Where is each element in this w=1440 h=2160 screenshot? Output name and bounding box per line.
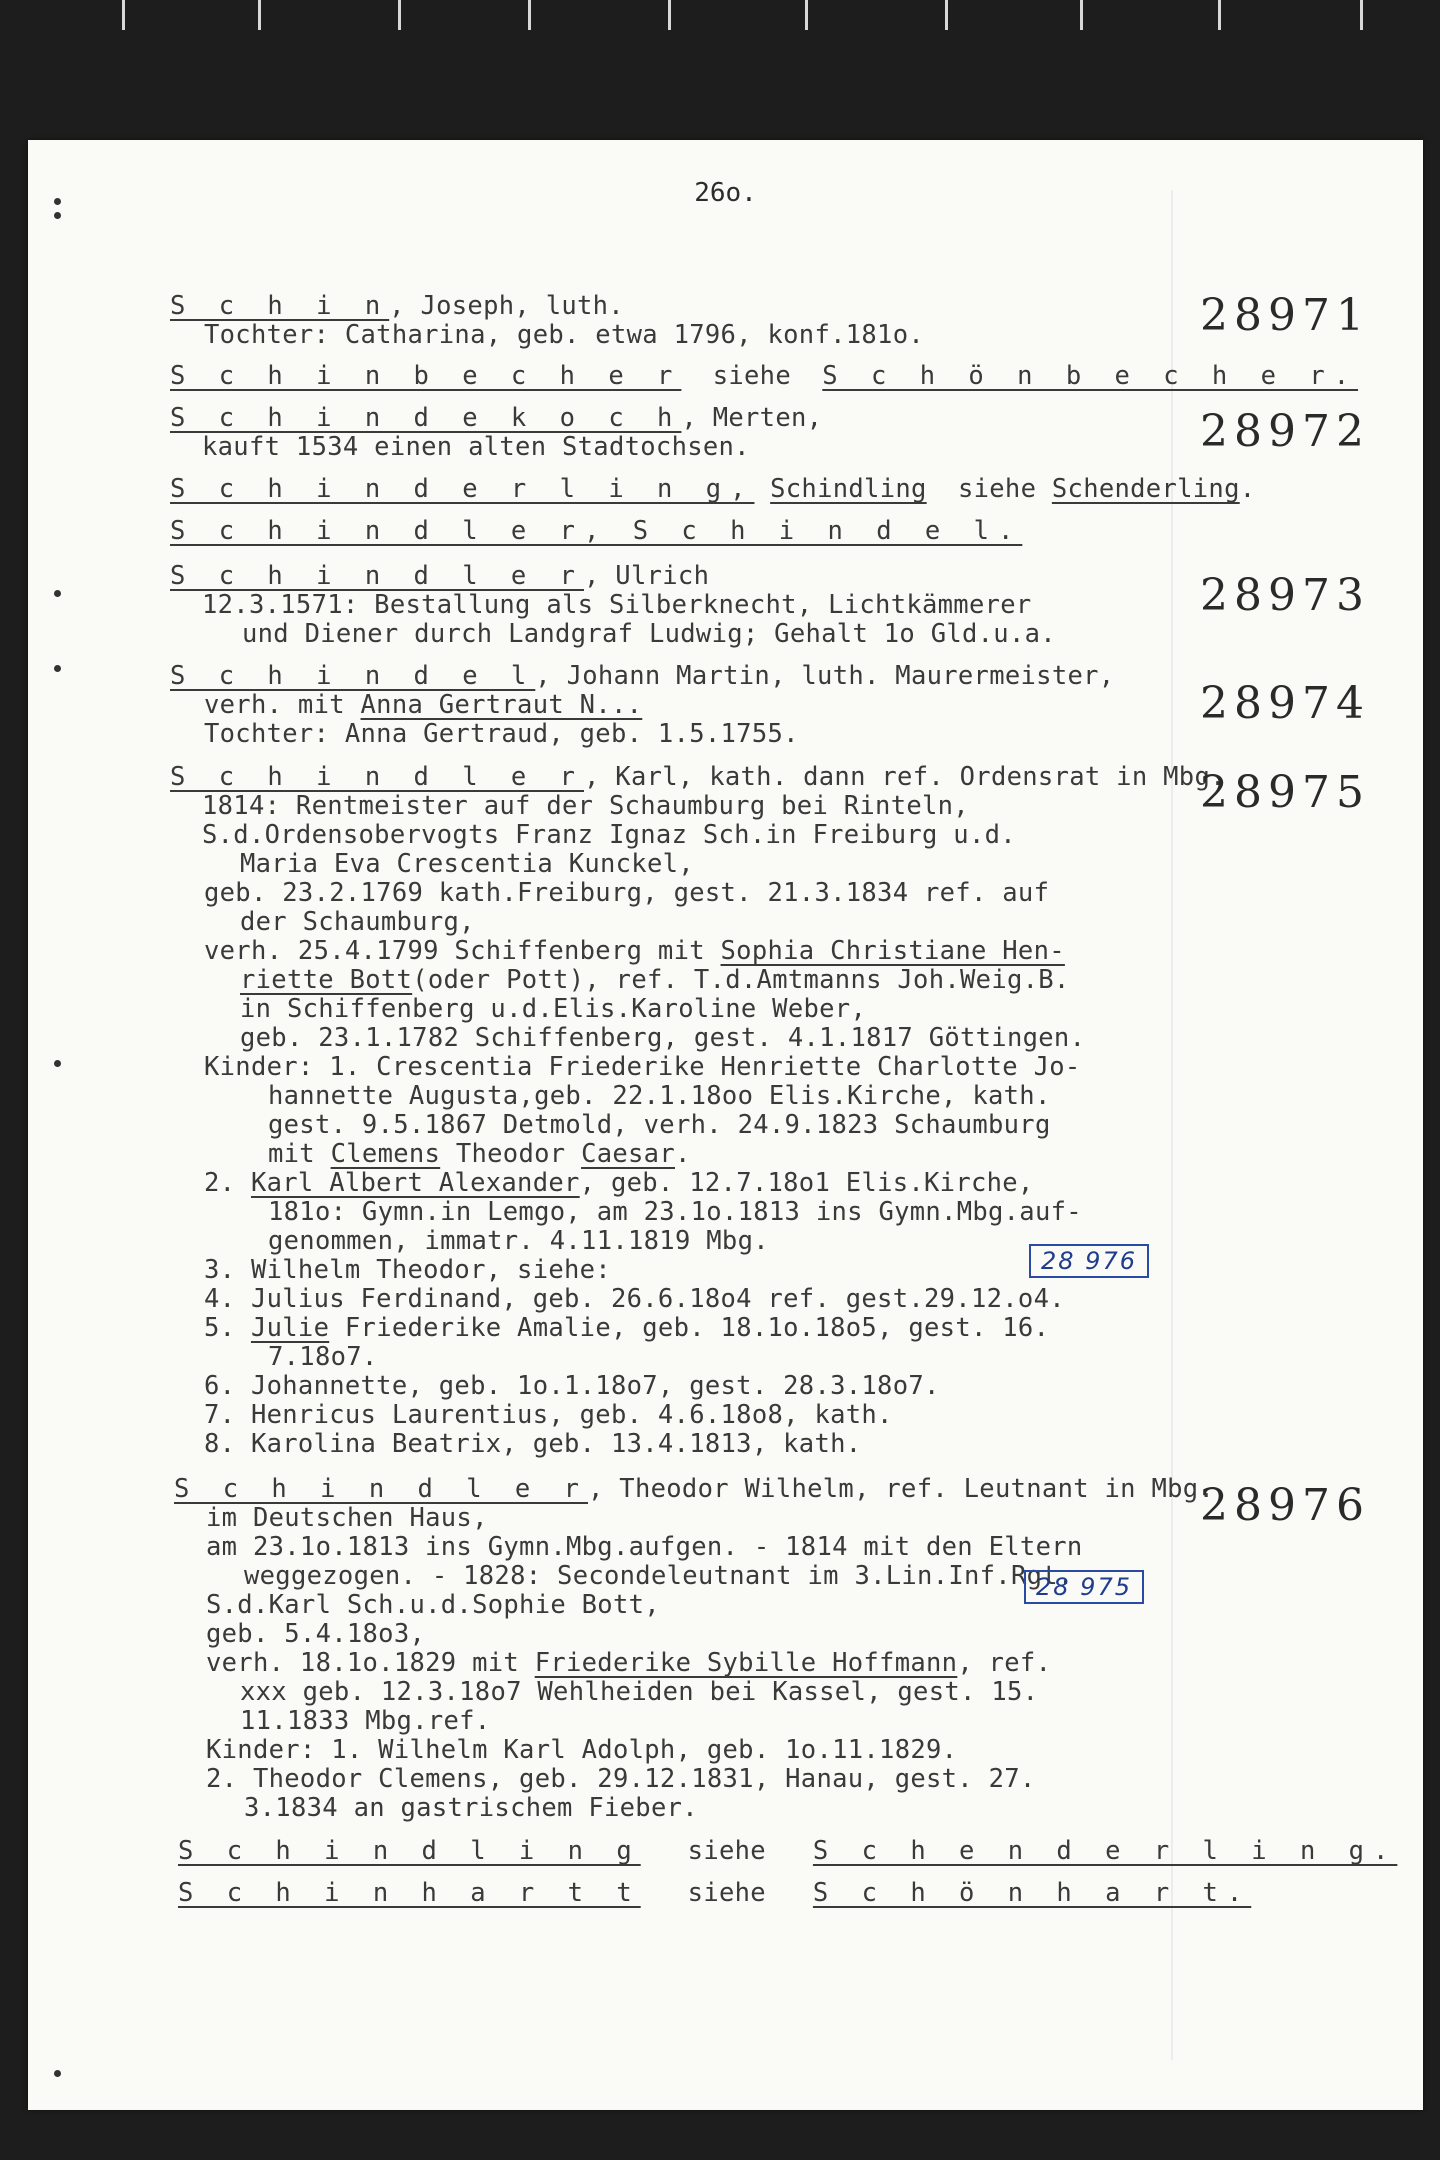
entry-number: 28972 [1200, 406, 1370, 457]
entry-line: geb. 23.1.1782 Schiffenberg, gest. 4.1.1817 Göttingen. [240, 1023, 1086, 1053]
film-mark [945, 0, 948, 30]
film-mark [668, 0, 671, 30]
entry-line: in Schiffenberg u.d.Elis.Karoline Weber, [240, 994, 867, 1024]
entry-line: S c h i n d e l, Johann Martin, luth. Maurermeister, [170, 661, 1115, 691]
entry-line: verh. 25.4.1799 Schiffenberg mit Sophia Christiane Hen- [204, 936, 1065, 966]
entry-line: 8. Karolina Beatrix, geb. 13.4.1813, kath. [204, 1429, 862, 1459]
entry-line: Kinder: 1. Crescentia Friederike Henriette Charlotte Jo- [204, 1052, 1081, 1082]
film-mark [1218, 0, 1221, 30]
entry-line: 7.18o7. [268, 1342, 378, 1372]
cross-reference-box: 28 976 [1029, 1244, 1149, 1278]
entry-line: S c h i n h a r t t siehe S c h ö n h a r t. [178, 1878, 1252, 1908]
film-mark [805, 0, 808, 30]
entry-surname: S c h i n d e r l i n g, [170, 474, 755, 504]
entry-line: S.d.Ordensobervogts Franz Ignaz Sch.in Freiburg u.d. [202, 820, 1016, 850]
entry-number: 28975 [1200, 767, 1370, 818]
entry-line: 11.1833 Mbg.ref. [240, 1706, 491, 1736]
entry-line: S c h i n d l i n g siehe S c h e n d e r l i n g. [178, 1836, 1398, 1866]
entry-line: geb. 5.4.18o3, [206, 1619, 426, 1649]
film-mark [1360, 0, 1363, 30]
entry-line: 6. Johannette, geb. 1o.1.18o7, gest. 28.3.18o7. [204, 1371, 940, 1401]
entry-line: Tochter: Anna Gertraud, geb. 1.5.1755. [204, 719, 799, 749]
entry-line: und Diener durch Landgraf Ludwig; Gehalt 1o Gld.u.a. [242, 619, 1056, 649]
entry-line: 3. Wilhelm Theodor, siehe: [204, 1255, 611, 1285]
entry-line: am 23.1o.1813 ins Gymn.Mbg.aufgen. - 1814 mit den Eltern [206, 1532, 1083, 1562]
entry-surname: S c h i n h a r t t [178, 1878, 641, 1908]
entry-line: kauft 1534 einen alten Stadtochsen. [202, 432, 750, 462]
cross-reference-box: 28 975 [1024, 1570, 1144, 1604]
entry-line: gest. 9.5.1867 Detmold, verh. 24.9.1823 Schaumburg [268, 1110, 1051, 1140]
entry-number: 28971 [1200, 290, 1370, 341]
entry-line: S c h i n d l e r, Karl, kath. dann ref. Ordensrat in Mbg. [170, 762, 1226, 792]
entry-line: 12.3.1571: Bestallung als Silberknecht, Lichtkämmerer [202, 590, 1032, 620]
entry-line: 1814: Rentmeister auf der Schaumburg bei Rinteln, [202, 791, 969, 821]
index-card-page [28, 140, 1423, 2110]
entry-line: 2. Karl Albert Alexander, geb. 12.7.18o1 Elis.Kirche, [204, 1168, 1034, 1198]
film-mark [1080, 0, 1083, 30]
entry-line: S.d.Karl Sch.u.d.Sophie Bott, [206, 1590, 660, 1620]
entry-line: 4. Julius Ferdinand, geb. 26.6.18o4 ref. gest.29.12.o4. [204, 1284, 1065, 1314]
entry-surname: S c h i n d l e r, S c h i n d e l. [170, 516, 1023, 546]
entry-line: S c h i n d l e r, Theodor Wilhelm, ref. Leutnant in Mbg. [174, 1474, 1215, 1504]
entry-line: xxx geb. 12.3.18o7 Wehlheiden bei Kassel, gest. 15. [240, 1677, 1039, 1707]
entry-line: 181o: Gymn.in Lemgo, am 23.1o.1813 ins Gymn.Mbg.auf- [268, 1197, 1082, 1227]
film-mark [258, 0, 261, 30]
entry-line: S c h i n, Joseph, luth. [170, 291, 624, 321]
entry-surname: S c h i n b e c h e r [170, 361, 682, 391]
entry-line: genommen, immatr. 4.11.1819 Mbg. [268, 1226, 769, 1256]
entry-line: verh. 18.1o.1829 mit Friederike Sybille Hoffmann, ref. [206, 1648, 1052, 1678]
entry-surname: S c h i n d l i n g [178, 1836, 641, 1866]
entry-line: riette Bott(oder Pott), ref. T.d.Amtmanns Joh.Weig.B. [240, 965, 1070, 995]
entry-surname: S c h i n d l e r [170, 561, 584, 591]
film-mark [122, 0, 125, 30]
entry-line: Kinder: 1. Wilhelm Karl Adolph, geb. 1o.11.1829. [206, 1735, 958, 1765]
entry-line: 5. Julie Friederike Amalie, geb. 18.1o.18o5, gest. 16. [204, 1313, 1050, 1343]
entry-surname: S c h i n d l e r [174, 1474, 588, 1504]
entry-number: 28974 [1200, 678, 1370, 729]
entry-line: im Deutschen Haus, [206, 1503, 488, 1533]
cross-reference-name: S c h ö n b e c h e r. [822, 361, 1359, 391]
entry-line: Maria Eva Crescentia Kunckel, [240, 849, 694, 879]
entry-line: hannette Augusta,geb. 22.1.18oo Elis.Kirche, kath. [268, 1081, 1051, 1111]
entry-line: verh. mit Anna Gertraut N... [204, 690, 643, 720]
entry-line: S c h i n b e c h e r siehe S c h ö n b e c h e r. [170, 361, 1359, 391]
entry-number: 28976 [1200, 1480, 1370, 1531]
entry-line: S c h i n d e r l i n g, Schindling siehe Schenderling. [170, 474, 1256, 504]
entry-surname: S c h i n d e k o c h [170, 403, 682, 433]
entry-line: 3.1834 an gastrischem Fieber. [244, 1793, 698, 1823]
entry-line [170, 517, 1022, 546]
entry-number: 28973 [1200, 570, 1370, 621]
entry-line: 7. Henricus Laurentius, geb. 4.6.18o8, kath. [204, 1400, 893, 1430]
entries [28, 140, 1423, 2110]
page-number: 26o. [694, 178, 757, 208]
entry-surname: S c h i n [170, 291, 390, 321]
entry-line: der Schaumburg, [240, 907, 475, 937]
entry-line: weggezogen. - 1828: Secondeleutnant im 3.Lin.Inf.Rgt. [244, 1561, 1074, 1591]
entry-line: S c h i n d e k o c h, Merten, [170, 403, 823, 433]
cross-reference-name: S c h ö n h a r t. [812, 1878, 1252, 1908]
film-mark [528, 0, 531, 30]
entry-line: geb. 23.2.1769 kath.Freiburg, gest. 21.3.1834 ref. auf [204, 878, 1050, 908]
entry-line: Tochter: Catharina, geb. etwa 1796, konf.181o. [204, 320, 925, 350]
film-mark [398, 0, 401, 30]
entry-line: 2. Theodor Clemens, geb. 29.12.1831, Hanau, gest. 27. [206, 1764, 1036, 1794]
cross-reference-name: S c h e n d e r l i n g. [812, 1836, 1398, 1866]
entry-line: mit Clemens Theodor Caesar. [268, 1139, 691, 1169]
entry-surname: S c h i n d l e r [170, 762, 584, 792]
entry-surname: S c h i n d e l [170, 661, 536, 691]
entry-line: S c h i n d l e r, Ulrich [170, 561, 710, 591]
